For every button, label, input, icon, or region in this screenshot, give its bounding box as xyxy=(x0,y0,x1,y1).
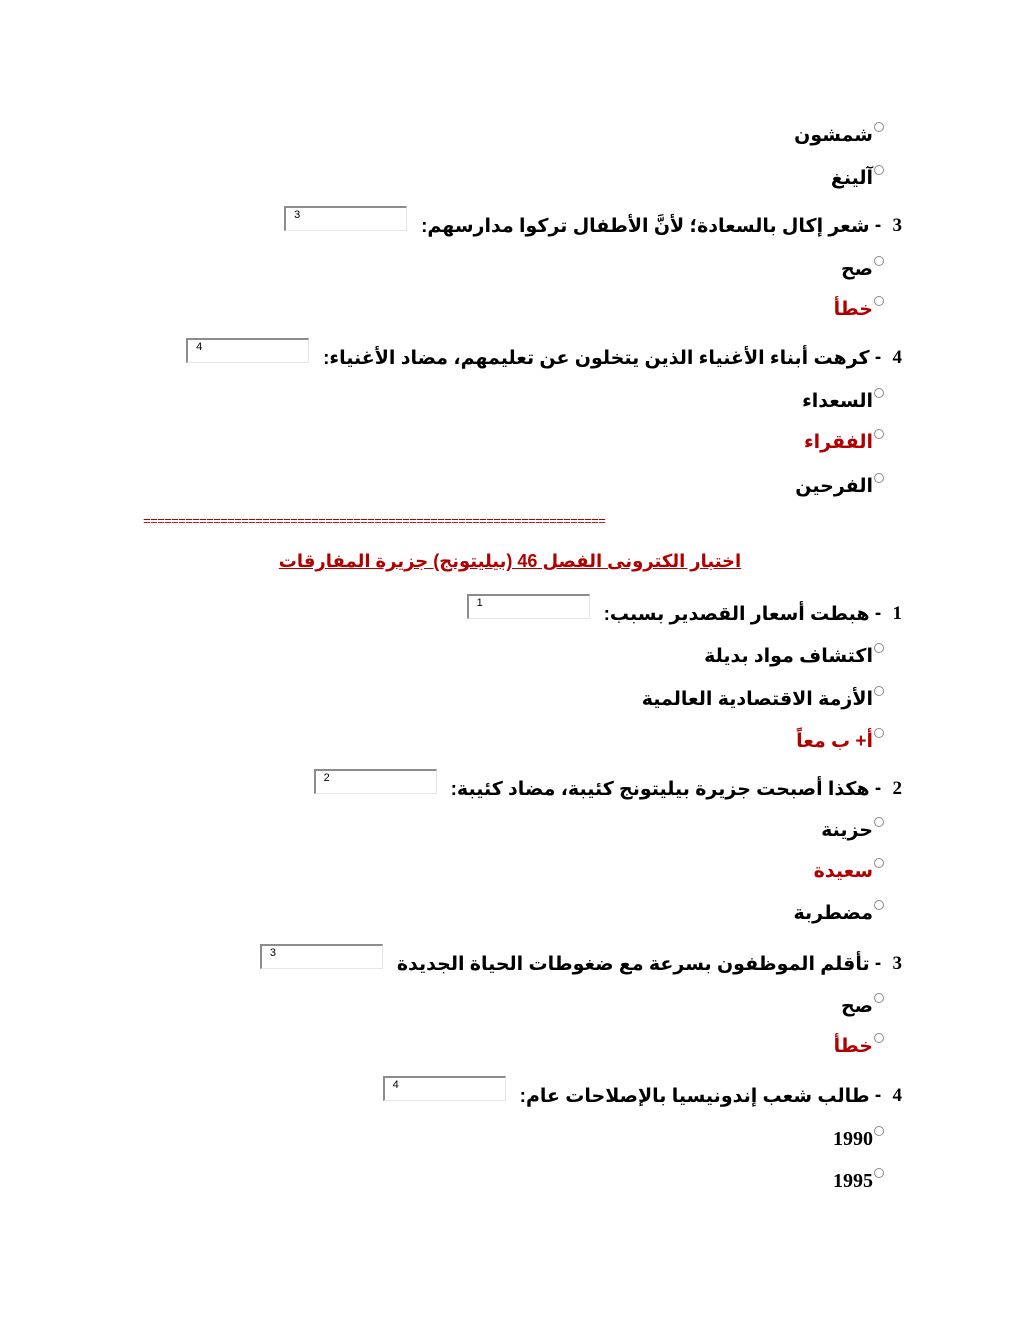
question-row xyxy=(186,340,902,373)
radio-button[interactable] xyxy=(874,858,884,868)
radio-button[interactable] xyxy=(874,429,884,439)
option-row[interactable] xyxy=(794,120,902,150)
option-label: 1995 xyxy=(833,1169,873,1192)
question-number: 4 xyxy=(892,1085,902,1106)
question-text: كرهت أبناء الأغنياء الذين يتخلون عن تعليمهم، مضاد الأغنياء: xyxy=(323,347,870,369)
option-label: شمشون xyxy=(794,124,873,146)
option-label: حزينة xyxy=(821,819,873,841)
question-number: 1 xyxy=(892,603,902,624)
answer-box[interactable]: 1 xyxy=(467,594,590,619)
radio-button[interactable] xyxy=(874,1168,884,1178)
option-label: السعداء xyxy=(802,390,873,412)
option-label: مضطربة xyxy=(793,902,873,924)
question-prefix: - xyxy=(869,215,887,236)
question-row xyxy=(284,208,902,241)
question-row xyxy=(260,946,902,979)
radio-button[interactable] xyxy=(874,993,884,1003)
option-row[interactable] xyxy=(821,815,902,845)
option-row[interactable] xyxy=(704,641,902,671)
option-label-correct: أ+ ب معاً xyxy=(796,730,873,752)
option-row[interactable] xyxy=(841,991,902,1021)
option-label: صح xyxy=(840,995,873,1017)
radio-button[interactable] xyxy=(874,296,884,306)
option-label: اكتشاف مواد بديلة xyxy=(704,645,873,667)
option-row[interactable] xyxy=(802,386,902,416)
option-row[interactable] xyxy=(795,471,902,501)
option-row[interactable] xyxy=(814,856,902,886)
option-row[interactable] xyxy=(796,726,902,756)
question-prefix: - xyxy=(869,778,887,799)
radio-button[interactable] xyxy=(874,165,884,175)
option-label: الأزمة الاقتصادية العالمية xyxy=(641,688,873,710)
answer-box[interactable]: 2 xyxy=(314,769,437,794)
radio-button[interactable] xyxy=(874,1033,884,1043)
option-row[interactable] xyxy=(804,427,902,457)
radio-button[interactable] xyxy=(874,817,884,827)
question-number: 3 xyxy=(892,215,902,236)
radio-button[interactable] xyxy=(874,473,884,483)
option-label-correct: الفقراء xyxy=(803,431,873,453)
question-number: 3 xyxy=(892,953,902,974)
radio-button[interactable] xyxy=(874,122,884,132)
question-text: هبطت أسعار القصدير بسبب: xyxy=(603,603,870,625)
option-row[interactable] xyxy=(833,1124,902,1154)
option-row[interactable] xyxy=(642,684,902,714)
answer-box[interactable]: 4 xyxy=(383,1076,506,1101)
radio-button[interactable] xyxy=(874,686,884,696)
radio-button[interactable] xyxy=(874,900,884,910)
question-text: تأقلم الموظفون بسرعة مع ضغوطات الحياة الجديدة xyxy=(396,953,870,975)
answer-box[interactable]: 3 xyxy=(260,944,383,969)
question-number: 4 xyxy=(892,347,902,368)
option-row[interactable] xyxy=(833,1166,902,1196)
option-label: الفرحين xyxy=(795,475,873,497)
radio-button[interactable] xyxy=(874,388,884,398)
option-row[interactable] xyxy=(841,254,902,284)
question-prefix: - xyxy=(869,953,887,974)
answer-box[interactable]: 4 xyxy=(186,338,309,363)
radio-button[interactable] xyxy=(874,643,884,653)
option-label: صح xyxy=(840,258,873,280)
question-row xyxy=(467,596,902,629)
question-number: 2 xyxy=(892,778,902,799)
radio-button[interactable] xyxy=(874,1126,884,1136)
radio-button[interactable] xyxy=(874,728,884,738)
question-text: هكذا أصبحت جزيرة بيليتونج كئيبة، مضاد كئيبة: xyxy=(450,778,870,800)
question-row xyxy=(314,771,902,804)
radio-button[interactable] xyxy=(874,256,884,266)
option-label: 1990 xyxy=(833,1127,873,1150)
question-text: طالب شعب إندونيسيا بالإصلاحات عام: xyxy=(519,1085,870,1107)
question-prefix: - xyxy=(869,347,887,368)
option-row[interactable] xyxy=(831,163,902,193)
option-label-correct: سعيدة xyxy=(813,860,873,882)
option-label: آلينغ xyxy=(830,167,873,189)
option-label-correct: خطأ xyxy=(833,1035,873,1057)
quiz-title: اختبار الكترونى الفصل 46 (بيليتونج) جزيرة المفارقات xyxy=(278,551,742,571)
question-prefix: - xyxy=(869,603,887,624)
question-text: شعر إكال بالسعادة؛ لأنَّ الأطفال تركوا مدارسهم: xyxy=(421,215,870,237)
option-row[interactable] xyxy=(834,294,902,324)
answer-box[interactable]: 3 xyxy=(284,206,407,231)
option-label-correct: خطأ xyxy=(833,298,873,320)
option-row[interactable] xyxy=(834,1031,902,1061)
question-prefix: - xyxy=(869,1085,887,1106)
question-row xyxy=(383,1078,902,1111)
separator-line: ================================================================== xyxy=(143,514,606,529)
option-row[interactable] xyxy=(794,898,902,928)
